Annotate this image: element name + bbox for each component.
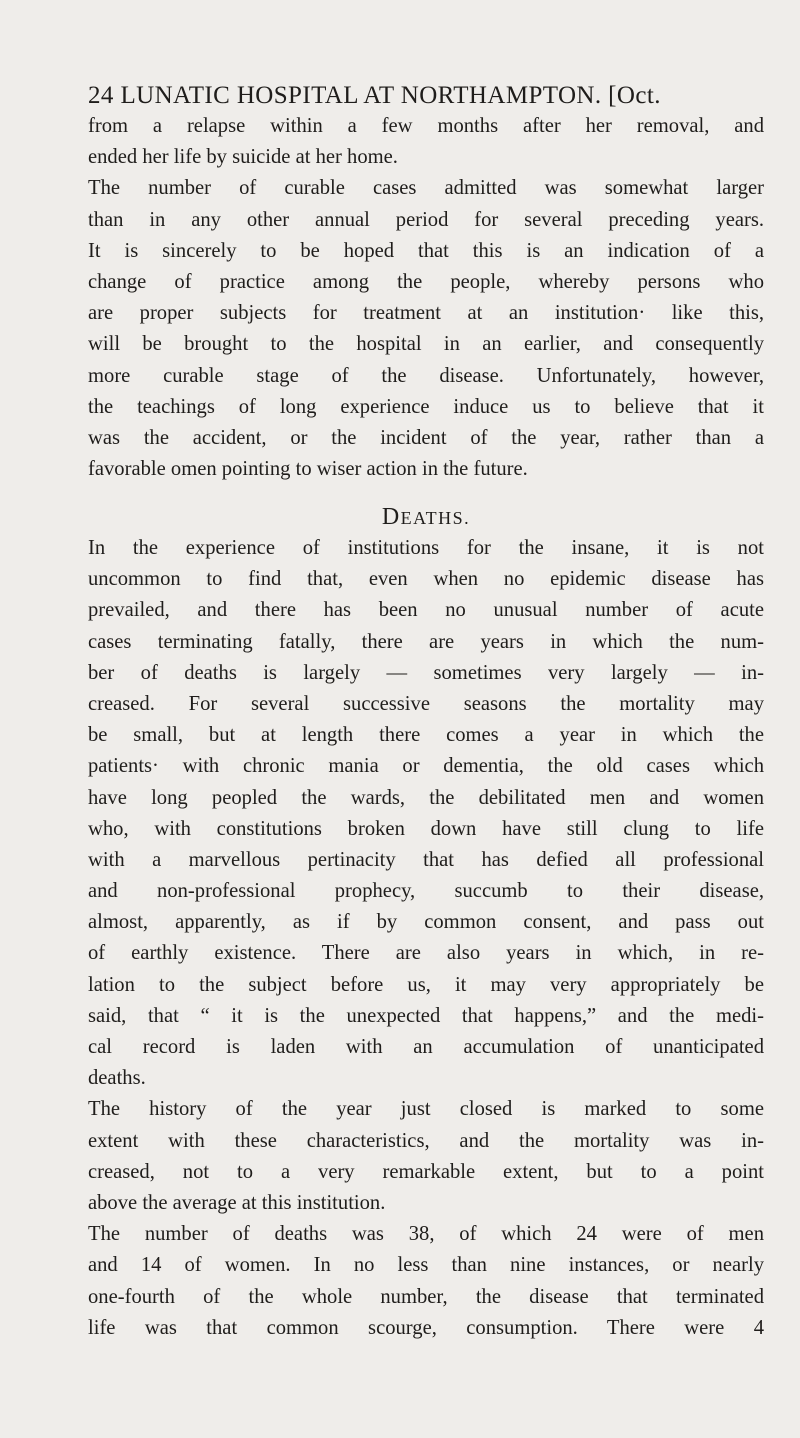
text-line: will be brought to the hospital in an earlier, and consequently: [88, 333, 764, 356]
text-line: The history of the year just closed is marked to some: [88, 1098, 764, 1121]
text-line: the teachings of long experience induce us to believe that it: [88, 395, 764, 418]
text-line: The number of deaths was 38, of which 24 were of men: [88, 1223, 764, 1246]
heading-rest: EATHS.: [400, 508, 471, 528]
text-line: are proper subjects for treatment at an institution· like this,: [88, 302, 764, 325]
text-line: prevailed, and there has been no unusual number of acute: [88, 599, 764, 622]
text-line: and non-professional prophecy, succumb to their disease,: [88, 880, 764, 903]
text-line: patients· with chronic mania or dementia, the old cases which: [88, 755, 764, 778]
text-line: creased, not to a very remarkable extent, but to a point: [88, 1160, 764, 1183]
text-line: ended her life by suicide at her home.: [88, 146, 398, 169]
running-head: 24 LUNATIC HOSPITAL AT NORTHAMPTON. [Oct.: [88, 82, 661, 109]
text-block-after-heading: [88, 533, 764, 1344]
text-line: ber of deaths is largely — sometimes very largely — in-: [88, 661, 764, 684]
text-block-before-heading: [88, 111, 764, 485]
text-line: extent with these characteristics, and the mortality was in-: [88, 1129, 764, 1152]
text-line: uncommon to find that, even when no epidemic disease has: [88, 568, 764, 591]
text-line: from a relapse within a few months after her removal, and: [88, 115, 764, 137]
text-line: than in any other annual period for several preceding years.: [88, 208, 764, 231]
text-line: one-fourth of the whole number, the disease that terminated: [88, 1285, 764, 1308]
text-line: more curable stage of the disease. Unfortunately, however,: [88, 364, 764, 387]
text-line: creased. For several successive seasons the mortality may: [88, 692, 764, 715]
text-line: above the average at this institution.: [88, 1191, 386, 1214]
text-line: be small, but at length there comes a year in which the: [88, 724, 764, 747]
text-line: deaths.: [88, 1067, 146, 1090]
text-line: almost, apparently, as if by common consent, and pass out: [88, 911, 764, 934]
text-line: The number of curable cases admitted was somewhat larger: [88, 177, 764, 200]
text-line: was the accident, or the incident of the year, rather than a: [88, 426, 764, 449]
text-line: and 14 of women. In no less than nine instances, or nearly: [88, 1254, 764, 1277]
text-line: lation to the subject before us, it may very appropriately be: [88, 973, 764, 996]
text-line: In the experience of institutions for the insane, it is not: [88, 537, 764, 559]
text-line: It is sincerely to be hoped that this is an indication of a: [88, 239, 764, 262]
text-line: cal record is laden with an accumulation of unanticipated: [88, 1036, 764, 1058]
text-line: favorable omen pointing to wiser action in the future.: [88, 458, 528, 481]
text-line: who, with constitutions broken down have still clung to life: [88, 817, 764, 840]
text-line: cases terminating fatally, there are years in which the num-: [88, 630, 764, 653]
section-heading-deaths: [88, 502, 764, 534]
text-line: life was that common scourge, consumption. There were 4: [88, 1316, 764, 1339]
text-line: change of practice among the people, whereby persons who: [88, 270, 764, 293]
text-line: said, that “ it is the unexpected that happens,” and the medi-: [88, 1004, 764, 1027]
text-line: of earthly existence. There are also years in which, in re-: [88, 942, 764, 965]
text-line: have long peopled the wards, the debilitated men and women: [88, 786, 764, 809]
text-line: with a marvellous pertinacity that has defied all professional: [88, 848, 764, 871]
heading-initial: D: [381, 504, 401, 530]
